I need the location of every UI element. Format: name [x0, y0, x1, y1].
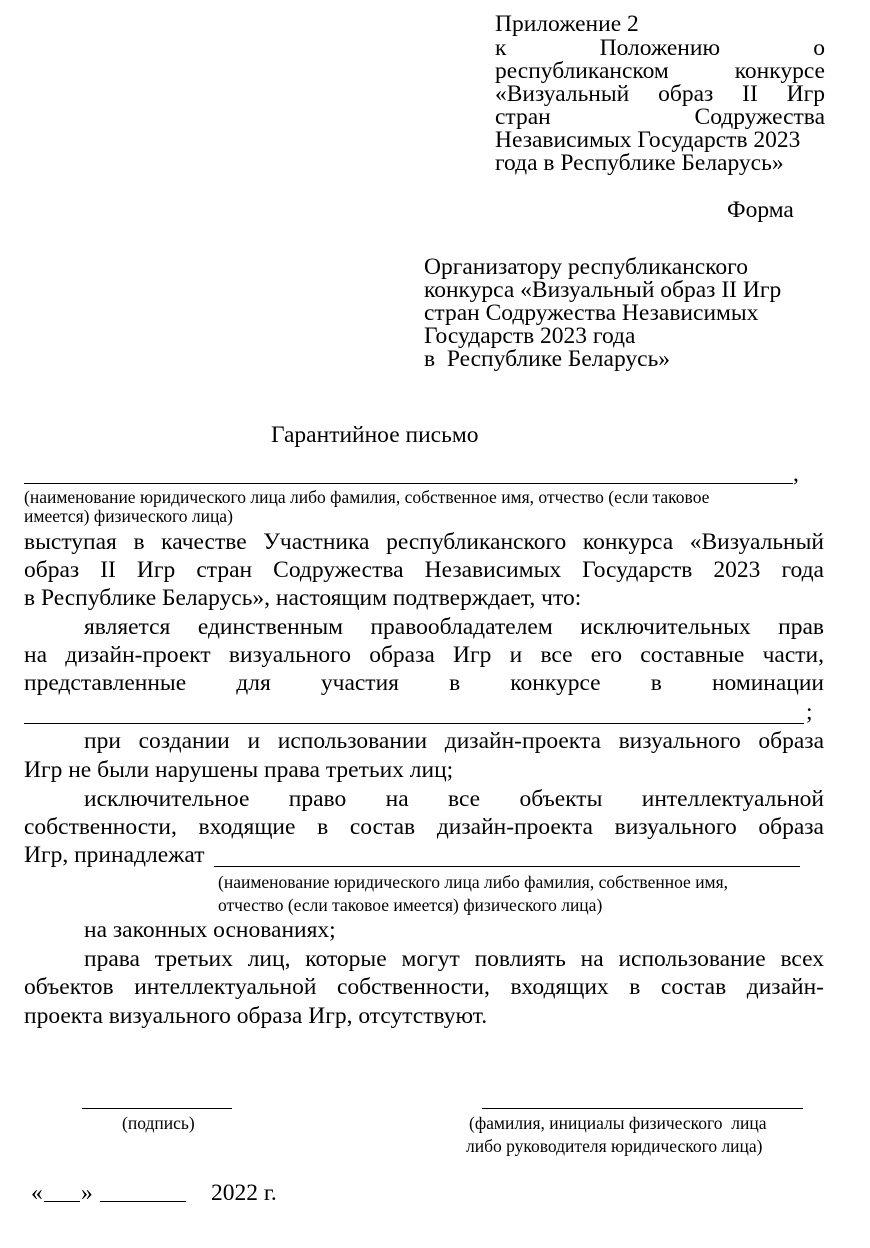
intro-line: выступая в качестве Участника республиканского конкурса «Визуальный: [24, 529, 824, 555]
clause2-line: Игр не были нарушены права третьих лиц;: [24, 757, 454, 783]
date-month-blank[interactable]: [100, 1201, 186, 1202]
appendix-line: «Визуальный образ II Игр: [495, 81, 825, 107]
addressee-line: конкурса «Визуальный образ II Игр: [424, 277, 782, 303]
appendix-line: года в Республике Беларусь»: [495, 150, 784, 176]
applicant-hint: (наименование юридического лица либо фамилия, собственное имя, отчество (если таковое: [24, 487, 710, 507]
clause3-line: на законных основаниях;: [84, 917, 336, 943]
addressee-line: Государств 2023 года: [424, 323, 636, 349]
signature-caption: (подпись): [122, 1113, 195, 1133]
appendix-line: к Положению о: [495, 35, 825, 61]
signature-blank[interactable]: [82, 1108, 232, 1109]
applicant-trailing-comma: ,: [793, 461, 799, 487]
appendix-line: республиканском конкурсе: [495, 58, 825, 84]
appendix-title: Приложение 2: [495, 11, 639, 37]
applicant-name-blank[interactable]: [24, 483, 793, 484]
date-day-blank[interactable]: [44, 1201, 80, 1202]
date-open-quote: «: [31, 1180, 43, 1206]
intro-line: в Республике Беларусь», настоящим подтверждает, что:: [24, 585, 582, 611]
applicant-hint: имеется) физического лица): [24, 506, 233, 526]
rights-holder-hint: (наименование юридического лица либо фамилия, собственное имя,: [218, 872, 729, 892]
clause2-line: при создании и использовании дизайн-проекта визуального образа: [84, 728, 824, 754]
date-close-quote: »: [81, 1180, 93, 1206]
addressee-line: Организатору республиканского: [424, 254, 748, 280]
clause3-line: Игр, принадлежат: [24, 842, 205, 868]
clause4-line: объектов интеллектуальной собственности, входящих в состав дизайн-: [24, 974, 824, 1000]
appendix-line: стран Содружества: [495, 104, 825, 130]
intro-line: образ II Игр стран Содружества Независимых Государств 2023 года: [24, 557, 824, 583]
date-year: 2022 г.: [211, 1180, 277, 1206]
name-caption: (фамилия, инициалы физического лица: [469, 1113, 767, 1133]
clause3-line: собственности, входящие в состав дизайн-проекта визуального образа: [24, 814, 824, 840]
nomination-blank[interactable]: [24, 723, 804, 724]
letter-title: Гарантийное письмо: [271, 422, 479, 448]
rights-holder-hint: отчество (если таковое имеется) физического лица): [218, 895, 603, 915]
rights-holder-blank[interactable]: [214, 866, 800, 867]
clause4-line: проекта визуального образа Игр, отсутствуют.: [24, 1003, 488, 1029]
appendix-line: Независимых Государств 2023: [495, 127, 801, 153]
clause1-line: на дизайн-проект визуального образа Игр и все его составные части,: [24, 642, 824, 668]
addressee-line: стран Содружества Независимых: [424, 300, 759, 326]
clause1-line: является единственным правообладателем исключительных прав: [84, 614, 824, 640]
addressee-line: в Республике Беларусь»: [424, 346, 671, 372]
form-label: Форма: [727, 197, 794, 223]
clause1-line: представленные для участия в конкурсе в номинации: [24, 670, 824, 696]
name-caption: либо руководителя юридического лица): [466, 1136, 763, 1156]
clause3-line: исключительное право на все объекты интеллектуальной: [84, 786, 824, 812]
clause1-end: ;: [806, 699, 813, 725]
name-blank[interactable]: [482, 1108, 803, 1109]
clause4-line: права третьих лиц, которые могут повлиять на использование всех: [84, 946, 824, 972]
